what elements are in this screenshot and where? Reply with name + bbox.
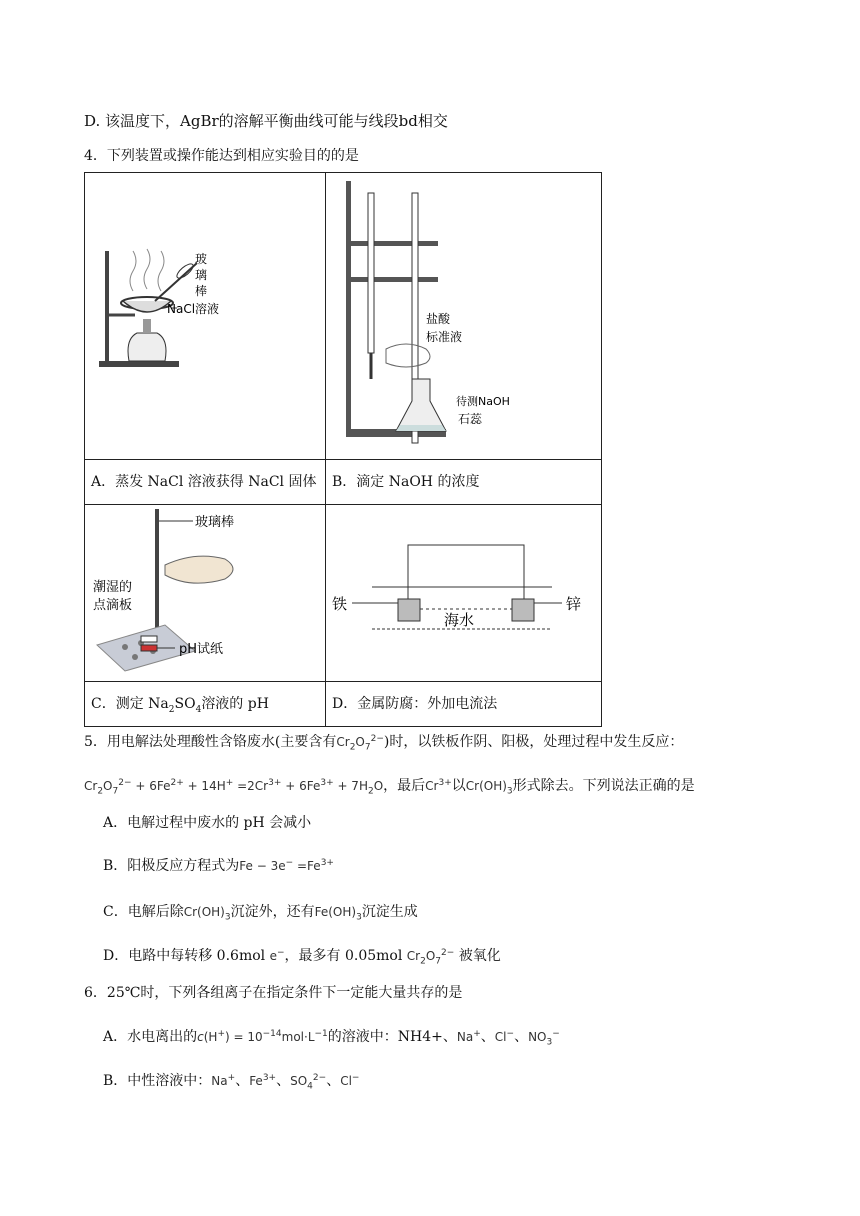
caption-c-pre: C．测定 Na	[91, 696, 169, 712]
q5-stem-post: )时，以铁板作阴、阳极，处理过程中发生反应：	[383, 734, 684, 750]
q6-option-b-pre: B．中性溶液中：	[103, 1073, 212, 1089]
titration-apparatus-figure	[326, 173, 601, 455]
q5-option-c-mid: 沉淀外，还有	[230, 904, 315, 920]
fig-d-middle-label: 海水	[444, 611, 475, 629]
q5-option-d-post: 被氧化	[458, 948, 501, 964]
q5-option-d: D．电路中每转移 0.6mol e−，最多有 0.05mol $Cr_2O_7^{2-}$ 被氧化	[103, 948, 501, 967]
fig-c-label-3: 点滴板	[93, 598, 133, 613]
caption-c-mid: SO	[174, 696, 196, 712]
fig-b-label-3: 待测NaOH	[456, 395, 510, 408]
fig-a-label-4: NaCl溶液	[167, 302, 220, 316]
q5-stem-pre: 5．用电解法处理酸性含铬废水(主要含有	[84, 734, 337, 750]
q5-option-c: C．电解后除$Cr(OH)_3$沉淀外，还有$Fe(OH)_3$沉淀生成	[103, 904, 418, 923]
caption-c	[85, 682, 326, 727]
q4-stem: 4．下列装置或操作能达到相应实验目的的是	[84, 148, 359, 164]
caption-d: D．金属防腐：外加电流法	[326, 682, 602, 727]
fig-c-label-4: pH试纸	[179, 642, 224, 657]
figure-a-cell	[85, 173, 326, 460]
q5-option-c-post: 沉淀生成	[361, 904, 418, 920]
caption-c-sub1: 2	[168, 704, 175, 715]
q6-option-a-post: 的溶液中：NH4+、	[327, 1029, 457, 1045]
q5-option-b-pre: B．阳极反应方程式为	[103, 858, 240, 874]
q5-stem: 5．用电解法处理酸性含铬废水(主要含有$Cr_2O_7^{2-}$)时，以铁板作阴、阳极，处理过程中发生反应：	[84, 734, 684, 753]
caption-a: A．蒸发 NaCl 溶液获得 NaCl 固体	[85, 460, 326, 505]
q5-line2-mid: 以	[451, 778, 466, 794]
caption-c-post: 溶液的 pH	[201, 696, 269, 712]
figure-b-cell	[326, 173, 602, 460]
fig-b-label-4: 石蕊	[458, 412, 483, 426]
q5-option-b: B．阳极反应方程式为$Fe - 3e^- =Fe^{3+}$	[103, 858, 334, 874]
figure-c-cell	[85, 505, 326, 682]
fig-a-label-1: 玻	[195, 252, 208, 266]
fig-a-label-3: 棒	[195, 284, 208, 298]
q6-stem: 6．25℃时，下列各组离子在指定条件下一定能大量共存的是	[84, 985, 463, 1001]
fig-c-label-2: 潮湿的	[93, 580, 133, 595]
q5-option-a: A．电解过程中废水的 pH 会减小	[103, 815, 312, 831]
evaporation-apparatus-figure	[85, 173, 325, 455]
q6-option-b: B．中性溶液中：Na+、$Fe^{3+}$、$SO_4^{2-}$、Cl−	[103, 1073, 360, 1092]
q3-option-d: D. 该温度下，AgBr的溶解平衡曲线可能与线段bd相交	[84, 112, 448, 130]
q6-option-a-pre: A．水电离出的	[103, 1029, 198, 1045]
fig-d-right-label: 锌	[566, 595, 582, 613]
q6-option-a: A．水电离出的$c(H^+) = 10^{-14}mol\cdot L^{-1}$的溶液中：NH4+、Na+、Cl−、$NO_3^-$	[103, 1029, 560, 1048]
q5-line2-end: 形式除去。下列说法正确的是	[512, 778, 695, 794]
corrosion-protection-figure	[326, 505, 601, 677]
fig-a-label-2: 璃	[195, 268, 208, 282]
fig-d-left-label: 铁	[332, 595, 348, 613]
q5-line2-post: ，最后	[383, 778, 426, 794]
fig-b-label-2: 标准液	[426, 330, 463, 344]
fig-b-label-1: 盐酸	[426, 312, 451, 326]
q5-option-c-pre: C．电解后除	[103, 904, 184, 920]
q5-option-d-pre: D．电路中每转移 0.6mol	[103, 948, 266, 964]
figure-d-cell	[326, 505, 602, 682]
caption-b: B．滴定 NaOH 的浓度	[326, 460, 602, 505]
ph-test-figure	[85, 505, 325, 677]
q5-equation-line: $Cr_2O_7^{2-} + 6Fe^{2+} + 14H^+ =2Cr^{3+} + 6Fe^{3+} + 7H_2O$，最后$Cr^{3+}$以$Cr(OH)_3$形式除去。下列说法正确的是	[84, 778, 695, 797]
fig-c-label-1: 玻璃棒	[195, 515, 235, 530]
q5-option-d-mid: ，最多有 0.05mol	[284, 948, 403, 964]
q4-figure-table	[84, 172, 602, 727]
caption-c-sub2: 4	[195, 704, 202, 715]
